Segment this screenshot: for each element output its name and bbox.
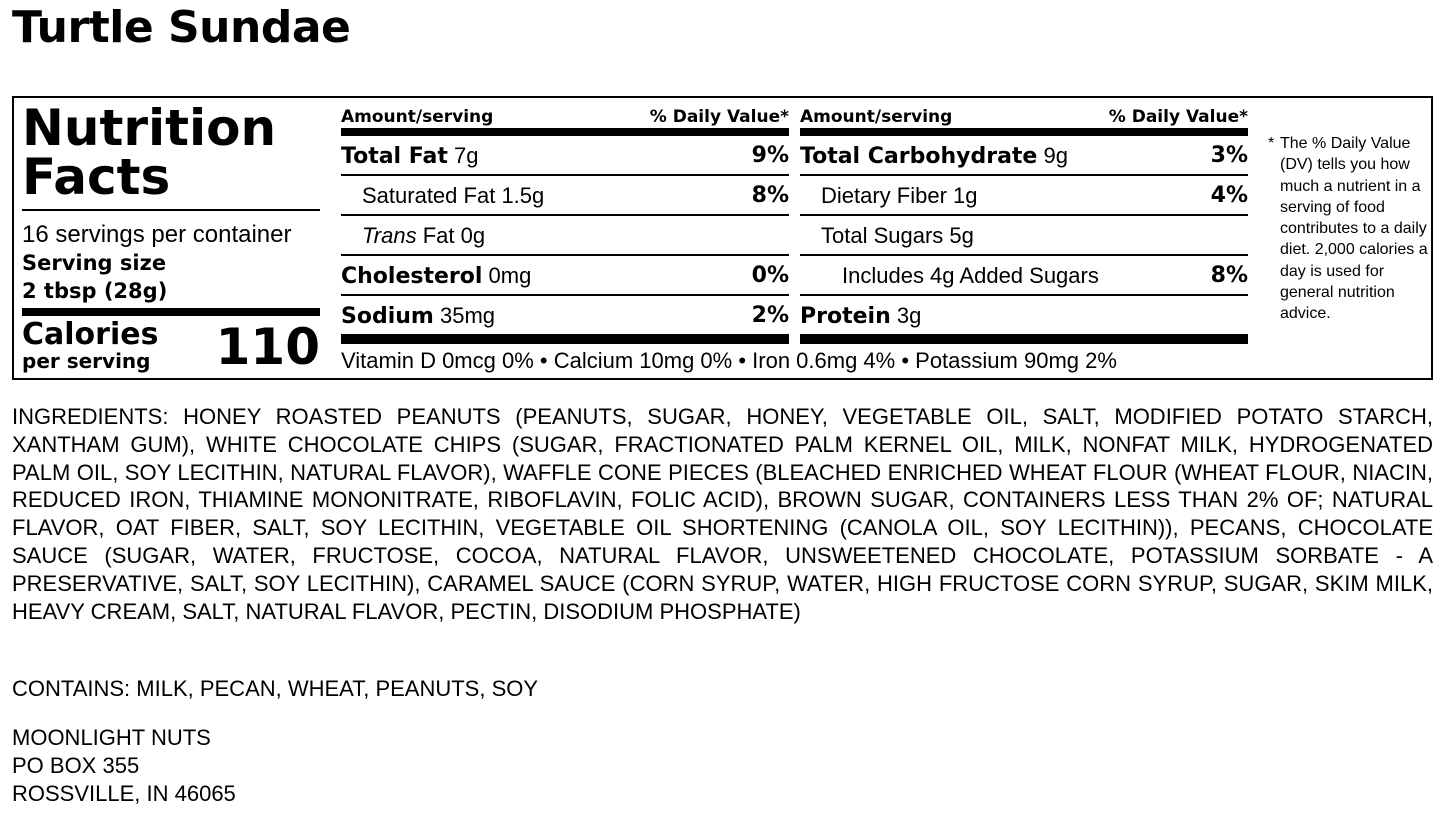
nutrient-name: Protein [800, 304, 891, 329]
calories-value: 110 [215, 318, 320, 376]
nutrition-facts-panel [12, 96, 1433, 380]
nutrient-name: Sodium [341, 304, 434, 329]
nutrient-name: Cholesterol [341, 264, 483, 289]
nutrient-name: Includes 4g Added Sugars [842, 263, 1099, 288]
nutrient-amount: 35mg [439, 303, 496, 328]
nutrient-row-added-sugars [800, 256, 1248, 296]
nutrient-dv: 4% [1210, 183, 1248, 208]
calories-label: Calories [22, 317, 159, 352]
address-line: ROSSVILLE, IN 46065 [12, 780, 236, 806]
nutrient-amount: 3g [896, 303, 922, 328]
divider [22, 209, 320, 211]
heading-line-2: Facts [22, 148, 171, 206]
nutrient-row-total-sugars [800, 216, 1248, 256]
calories-sub-label: per serving [22, 349, 151, 373]
column-header [341, 106, 789, 128]
allergen-statement: CONTAINS: MILK, PECAN, WHEAT, PEANUTS, SOY [12, 676, 539, 701]
nutrition-summary [22, 99, 320, 376]
nutrient-row-total-carbohydrate [800, 136, 1248, 176]
manufacturer-address [12, 724, 236, 807]
nutrient-amount: 0mg [488, 263, 532, 288]
nutrient-dv: 9% [751, 143, 789, 168]
product-title: Turtle Sundae [12, 2, 351, 53]
footnote-text: The % Daily Value (DV) tells you how much a nutrient in a serving of food contributes to a daily diet. 2,000 calories a day is used for general nutrition advice. [1280, 135, 1428, 323]
amount-serving-header: Amount/serving [800, 107, 953, 127]
calories-row [22, 316, 320, 376]
nutrient-amount: 1g [953, 183, 978, 208]
nutrient-amount: 5g [949, 223, 974, 248]
nutrient-name: Total Carbohydrate [800, 144, 1038, 169]
thick-divider [22, 308, 320, 316]
nutrient-column-left [341, 106, 789, 344]
footnote-asterisk: * [1268, 135, 1275, 152]
nutrient-row-sodium [341, 296, 789, 344]
serving-size-value: 2 tbsp (28g) [22, 279, 168, 303]
daily-value-header: % Daily Value* [649, 107, 789, 127]
address-line: MOONLIGHT NUTS [12, 725, 211, 750]
nutrient-row-dietary-fiber [800, 176, 1248, 216]
nutrient-column-right [800, 106, 1248, 344]
nutrient-amount: 9g [1043, 143, 1068, 168]
heading-line-1: Nutrition [22, 99, 277, 157]
daily-value-header: % Daily Value* [1108, 107, 1248, 127]
thick-divider [341, 128, 789, 136]
nutrition-facts-heading [22, 99, 320, 206]
nutrient-dv: 8% [1210, 263, 1248, 288]
serving-size-label: Serving size [22, 251, 167, 275]
nutrient-name: Dietary Fiber [821, 183, 947, 208]
nutrient-name: Saturated Fat [362, 183, 496, 208]
nutrient-row-total-fat [341, 136, 789, 176]
ingredients-list: INGREDIENTS: HONEY ROASTED PEANUTS (PEANUTS, SUGAR, HONEY, VEGETABLE OIL, SALT, MODIFIED POTATO STARCH, XANTHAM GUM), WHITE CHOCOLATE CHIPS (SUGAR, FRACTIONATED PALM KERNEL OIL, MILK, NONFAT MILK, HYDROGENATED PALM OIL, SOY LECITHIN, NATURAL FLAVOR), WAFFLE CONE PIECES (BLEACHED ENRICHED WHEAT FLOUR (WHEAT FLOUR, NIACIN, REDUCED IRON, THIAMINE MONONITRATE, RIBOFLAVIN, FOLIC ACID), BROWN SUGAR, CONTAINERS LESS THAN 2% OF; NATURAL FLAVOR, OAT FIBER, SALT, SOY LECITHIN, VEGETABLE OIL SHORTENING (CANOLA OIL, SOY LECITHIN)), PECANS, CHOCOLATE SAUCE (SUGAR, WATER, FRUCTOSE, COCOA, NATURAL FLAVOR, UNSWEETENED CHOCOLATE, POTASSIUM SORBATE - A PRESERVATIVE, SALT, SOY LECITHIN), CARAMEL SAUCE (CORN SYRUP, WATER, HIGH FRUCTOSE CORN SYRUP, SUGAR, SKIM MILK, HEAVY CREAM, SALT, NATURAL FLAVOR, PECTIN, DISODIUM PHOSPHATE) [12, 404, 1433, 624]
nutrient-name: Trans [362, 223, 417, 248]
nutrient-row-protein [800, 296, 1248, 344]
vitamins-minerals-line: Vitamin D 0mcg 0% • Calcium 10mg 0% • Iron 0.6mg 4% • Potassium 90mg 2% [341, 348, 1117, 373]
nutrient-dv: 2% [751, 303, 789, 328]
column-header [800, 106, 1248, 128]
nutrient-amount: 0g [460, 223, 486, 248]
address-line: PO BOX 355 [12, 752, 140, 778]
thick-divider [800, 128, 1248, 136]
nutrient-dv: 8% [751, 183, 789, 208]
nutrient-name: Total Fat [341, 144, 448, 169]
nutrient-name-rest: Fat [422, 223, 455, 248]
nutrient-amount: 7g [454, 143, 479, 168]
servings-per-container: 16 servings per container [22, 221, 292, 248]
nutrient-name: Total Sugars [821, 223, 944, 248]
daily-value-footnote [1268, 133, 1428, 325]
nutrient-dv: 0% [751, 263, 789, 288]
nutrient-row-saturated-fat [341, 176, 789, 216]
nutrient-amount: 1.5g [501, 183, 545, 208]
nutrient-dv: 3% [1210, 143, 1248, 168]
amount-serving-header: Amount/serving [341, 107, 494, 127]
nutrient-row-trans-fat [341, 216, 789, 256]
nutrient-row-cholesterol [341, 256, 789, 296]
